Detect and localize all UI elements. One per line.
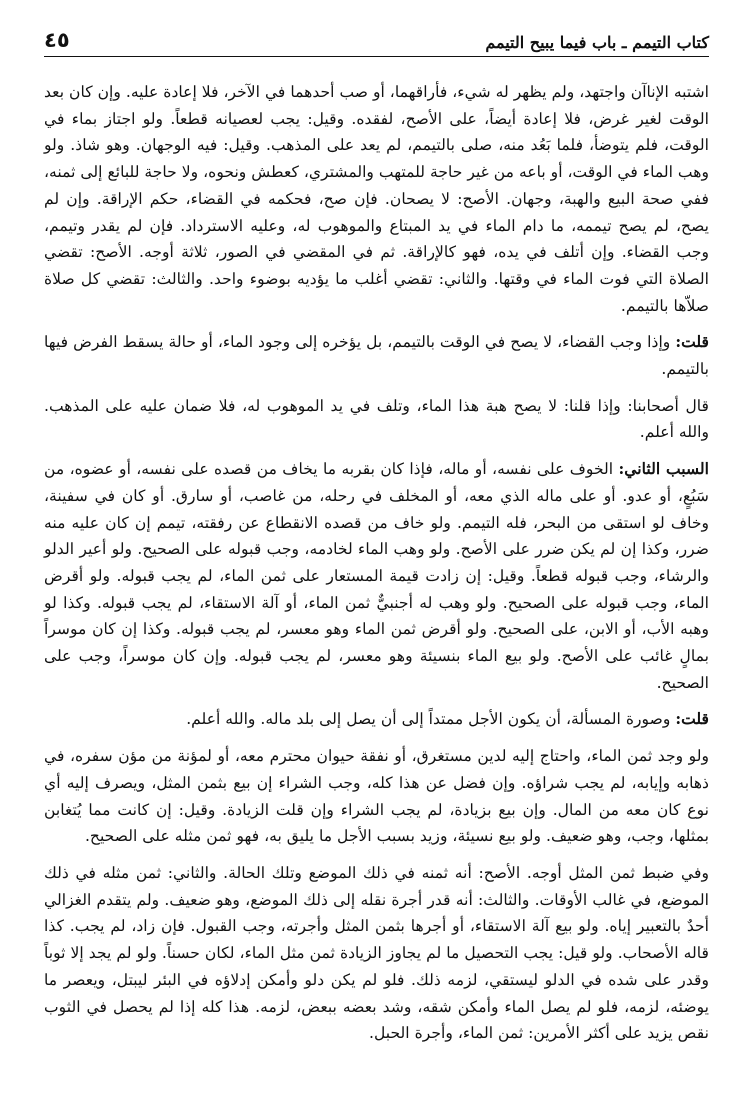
paragraph: [44, 706, 709, 733]
page-number: ٤٥: [44, 28, 70, 52]
paragraph-lead: قلت:: [675, 332, 709, 352]
header-title: كتاب التيمم ـ باب فيما يبيح التيمم: [485, 33, 709, 52]
paragraph-text: وفي ضبط ثمن المثل أوجه. الأصح: أنه ثمنه في ذلك الموضع وتلك الحالة. والثاني: ثمن مثله في ذلك الموضع، في غالب الأوقات. والثالث: أنه قدر أجرة نقله إلى ذلك الموضع، وهو ضعيف. ولم يتقدم الغزالي أحدٌ بالتعبير إياه. ولو بيع آلة الاستقاء، أو أجرها بثمن المثل وأجرته، وجب القبول. فإن زاد، لم يجب. كذا قاله الأصحاب. ولو قيل: يجب التحصيل ما لم يجاوز الزيادة ثمن مثل الماء، لكان حسناً. ولو لم يجد إلا ثوباً وقدر على شده في الدلو ليستقي، لزمه ذلك. فلو لم يكن دلو وأمكن إدلاؤه في البئر ليبتل، ويعصر ما يوضئه، لزمه، فلو لم يصل الماء وأمكن شقه، وشد بعضه ببعض، لزمه. هذا كله إذا لم يحصل في الثوب نقص يزيد على أكثر الأمرين: ثمن الماء، وأجرة الحبل.: [44, 863, 709, 1043]
paragraph-lead: قلت:: [675, 709, 709, 729]
paragraph: [44, 743, 709, 850]
paragraph-text: اشتبه الإناآن واجتهد، ولم يظهر له شيء، فأراقهما، أو صب أحدهما في الآخر، فلا إعادة عليه. وإن كان بعد الوقت لغير غرض، فلا إعادة أيضاً، على الأصح، لفقده. وقيل: يجب لعصيانه قطعاً. ولو اجتاز بماء في الوقت، فلم يتوضأ، فلما بَعُد منه، صلى بالتيمم، لم يعد على المذهب. وقيل: فيه الوجهان. وهو شاذ. ولو وهب الماء في الوقت، أو باعه من غير حاجة للمتهب والمشتري، كعطش ونحوه، ولا حاجة للبائع إلى ثمنه، ففي صحة البيع والهبة، وجهان. الأصح: لا يصحان. فإن صح، فحكمه في القضاء، حكم الإراقة. وإن لم يصح، لم يصح تيممه، ما دام الماء في يد المبتاع والموهوب له، وعليه الاسترداد. فإن لم يقدر وتيمم، وجب القضاء. وإن أتلف في يده، فهو كالإراقة. ثم في المقضي في الصور، ثلاثة أوجه. الأصح: تقضي الصلاة التي فوت الماء في وقتها. والثاني: تقضي أغلب ما يؤديه بوضوء واحد. والثالث: تقضي كل صلاة صلاّها بالتيمم.: [44, 83, 709, 315]
paragraph-text: ولو وجد ثمن الماء، واحتاج إليه لدين مستغرق، أو نفقة حيوان محترم معه، أو لمؤنة من مؤن سفره، في ذهابه وإيابه، لم يجب شراؤه. وإن فضل عن هذا كله، وجب الشراء إن بيع بثمن المثل، ويصرف إليه أي نوع كان معه من المال. وإن بيع بزيادة، لم يجب الشراء وإن قلت الزيادة. وقيل: إن كانت مما يُتغابن بمثلها، وجب، وهو ضعيف. ولو بيع نسيئة، وزيد بسبب الأجل ما يليق به، فهو ثمن مثله على الصحيح.: [44, 747, 709, 846]
paragraph-text: قال أصحابنا: وإذا قلنا: لا يصح هبة هذا الماء، وتلف في يد الموهوب له، فلا ضمان عليه على المذهب. والله أعلم.: [44, 396, 709, 442]
paragraph: [44, 329, 709, 382]
paragraph-lead: السبب الثاني:: [618, 459, 710, 479]
running-header: [44, 26, 709, 57]
paragraph: [44, 79, 709, 319]
paragraph: [44, 393, 709, 446]
paragraph: [44, 860, 709, 1047]
body-text: [44, 79, 709, 1047]
paragraph-text: وصورة المسألة، أن يكون الأجل ممتداً إلى أن يصل إلى بلد ماله. والله أعلم.: [186, 710, 676, 729]
book-page: [44, 26, 709, 1080]
paragraph-text: وإذا وجب القضاء، لا يصح في الوقت بالتيمم، بل يؤخره إلى وجود الماء، أو حالة يسقط الفرض فيها بالتيمم.: [44, 333, 709, 379]
paragraph-text: الخوف على نفسه، أو ماله، فإذا كان بقربه ما يخاف من قصده على نفسه، أو عضوه، من سَبُعٍ، أو عدو. أو على ماله الذي معه، أو المخلف في رحله، من غاصب، أو سارق. أو كان في سفينة، وخاف لو استقى من البحر، فله التيمم. ولو خاف من قصده الانقطاع عن رفقته، تيمم إن كان عليه منه ضرر، وكذا إن لم يكن ضرر على الأصح. ولو وهب الماء لخادمه، وجب قبوله على الصحيح. ولو أعير الدلو والرشاء، وجب قبوله قطعاً. وقيل: إن زادت قيمة المستعار على ثمن الماء، لم يجب قبوله. ولو أقرض الماء، وجب قبوله على الصحيح. ولو وهب له أجنبيٌّ ثمن الماء، أو آلة الاستقاء، لم يجب قبوله. وكذا لو وهبه الأب، أو الابن، على الصحيح. ولو أقرض ثمن الماء وهو معسر، لم يجب قبوله. وكذا إن كان موسراً بمالٍ غائب على الأصح. ولو بيع الماء بنسيئة وهو معسر، لم يجب قبوله. وإن كان موسراً، وجب على الصحيح.: [44, 460, 709, 692]
paragraph: [44, 456, 709, 696]
